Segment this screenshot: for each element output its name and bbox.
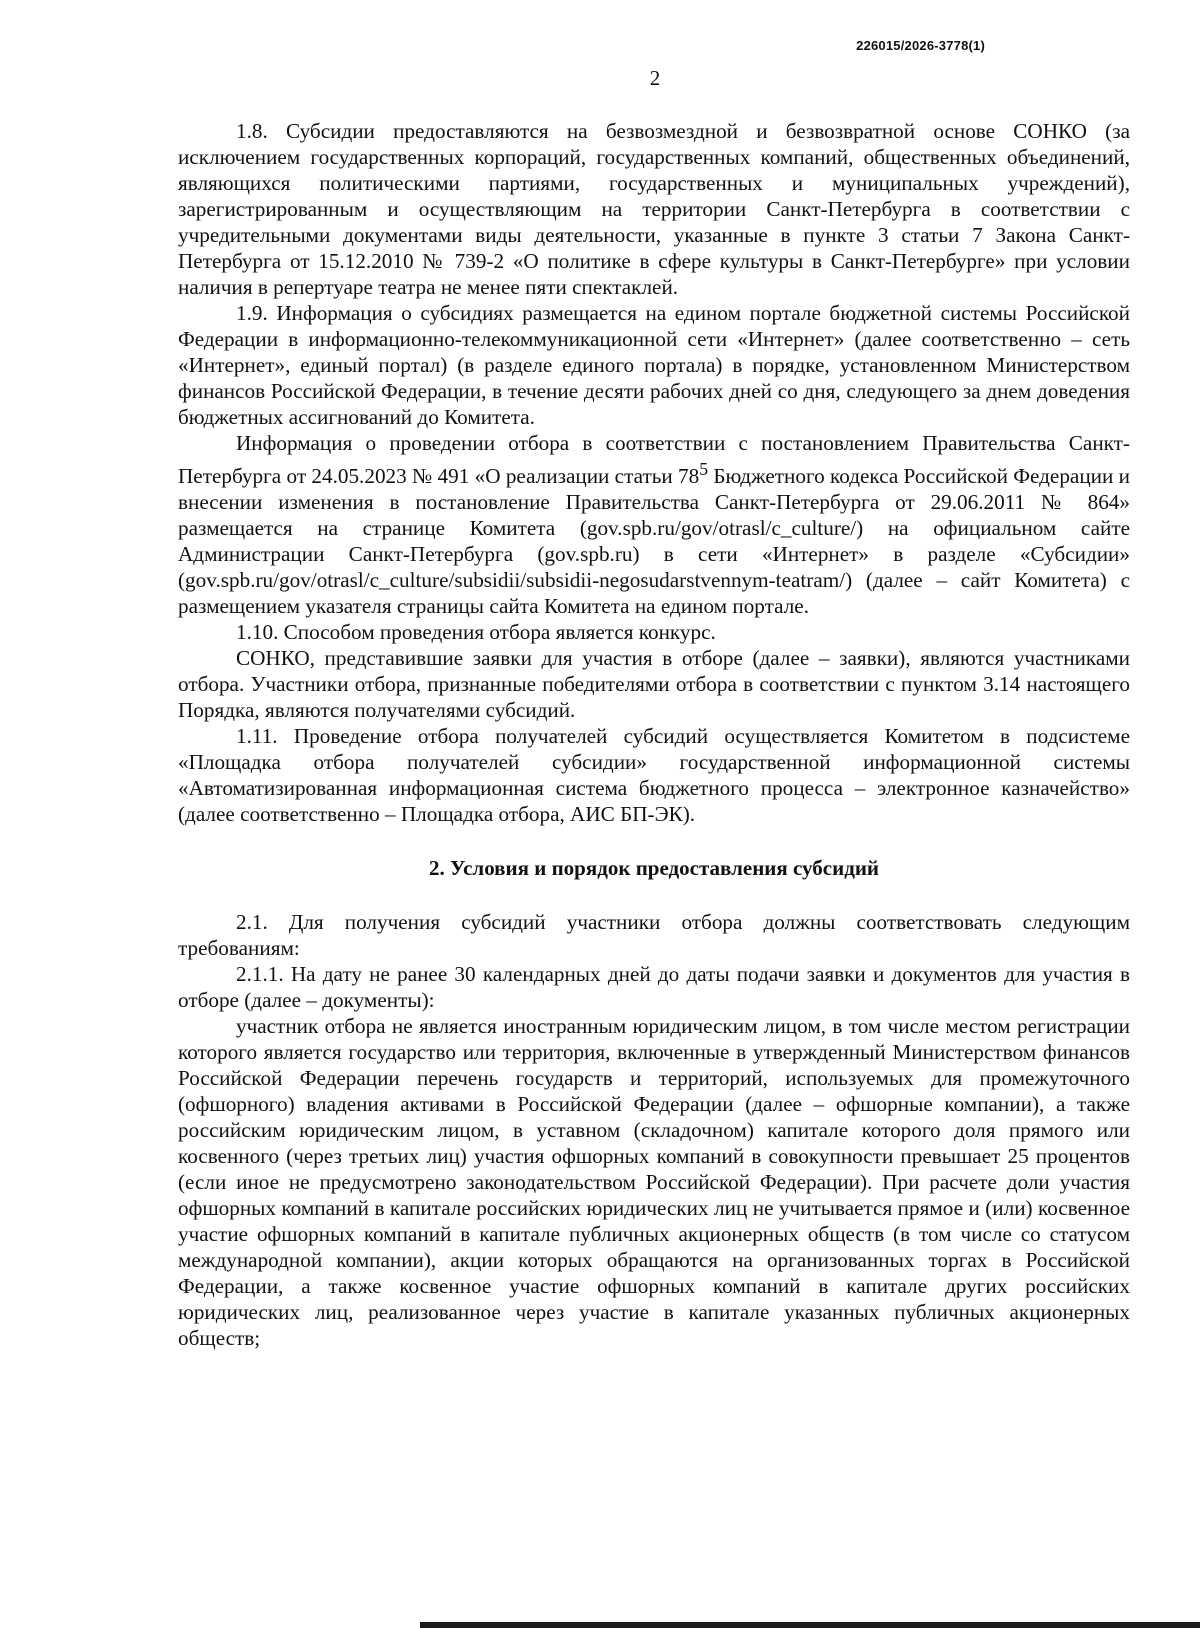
section-2-heading: 2. Условия и порядок предоставления субсидий: [428, 856, 880, 881]
paragraph-offshore-requirement: участник отбора не является иностранным юридическим лицом, в том числе местом регистрации которого является государство или территория, включенные в утвержденный Министерством финансов Российской Федерации перечень государств и территорий, используемых для промежуточного (офшорного) владения активами в Российской Федерации (далее – офшорные компании), а также российским юридическим лицом, в уставном (складочном) капитале которого доля прямого или косвенного (через третьих лиц) участия офшорных компаний в совокупности превышает 25 процентов (если иное не предусмотрено законодательством Российской Федерации). При расчете доли участия офшорных компаний в капитале российских юридических лиц не учитывается прямое и (или) косвенное участие офшорных компаний в капитале публичных акционерных обществ (в том числе со статусом международной компании), акции которых обращаются на организованных торгах в Российской Федерации, а также косвенное участие офшорных компаний в капитале других российских юридических лиц, реализованное через участие в капитале указанных публичных акционерных обществ;: [178, 1014, 1130, 1351]
paragraph-1-9: 1.9. Информация о субсидиях размещается на едином портале бюджетной системы Российской Федерации в информационно-телекоммуникационной сети «Интернет» (далее соответственно – сеть «Интернет», единый портал) (в разделе единого портала) в порядке, установленном Министерством финансов Российской Федерации, в течение десяти рабочих дней со дня, следующего за днем доведения бюджетных ассигнований до Комитета.: [178, 301, 1130, 429]
paragraph-2-1-1: 2.1.1. На дату не ранее 30 календарных дней до даты подачи заявки и документов для участия в отборе (далее – документы):: [178, 962, 1130, 1013]
paragraph-sonko-participants: СОНКО, представившие заявки для участия в отборе (далее – заявки), являются участниками отбора. Участники отбора, признанные победителями отбора в соответствии с пунктом 3.14 настоящего Порядка, являются получателями субсидий.: [178, 646, 1130, 723]
page-number: 2: [649, 66, 661, 90]
document-body: [178, 118, 1130, 1351]
scan-bottom-edge: [420, 1622, 1200, 1628]
selection-info-part-b: Бюджетного кодекса Российской Федерации и внесении изменения в постановление Правительства Санкт-Петербурга от 29.06.2011 № 864» размещается на странице Комитета (gov.spb.ru/gov/otrasl/c_culture/) на официальном сайте Администрации Санкт-Петербурга (gov.spb.ru) в сети «Интернет» в разделе «Субсидии» (gov.spb.ru/gov/otrasl/c_culture/subsidii/subsidii-negosudarstvennym-teatram/) (далее – сайт Комитета) с размещением указателя страницы сайта Комитета на едином портале.: [178, 464, 1130, 619]
article-superscript: 5: [699, 459, 709, 479]
paragraph-1-8: 1.8. Субсидии предоставляются на безвозмездной и безвозвратной основе СОНКО (за исключением государственных корпораций, государственных компаний, общественных объединений, являющихся политическими партиями, государственных и муниципальных учреждений), зарегистрированным и осуществляющим на территории Санкт-Петербурга в соответствии с учредительными документами виды деятельности, указанные в пункте 3 статьи 7 Закона Санкт-Петербурга от 15.12.2010 № 739-2 «О политике в сфере культуры в Санкт-Петербурге» при условии наличия в репертуаре театра не менее пяти спектаклей.: [178, 119, 1130, 299]
document-registration-number: 226015/2026-3778(1): [856, 38, 985, 53]
selection-info-part-a: Информация о проведении отбора в соответствии с постановлением Правительства Санкт-Петербурга от 24.05.2023 № 491 «О реализации статьи 78: [178, 431, 1130, 489]
paragraph-1-11: 1.11. Проведение отбора получателей субсидий осуществляется Комитетом в подсистеме «Площадка отбора получателей субсидии» государственной информационной системы «Автоматизированная информационная система бюджетного процесса – электронное казначейство» (далее соответственно – Площадка отбора, АИС БП-ЭК).: [178, 724, 1130, 827]
paragraph-selection-info: [178, 430, 1130, 619]
paragraph-2-1: 2.1. Для получения субсидий участники отбора должны соответствовать следующим требованиям:: [178, 910, 1130, 961]
paragraph-1-10: 1.10. Способом проведения отбора является конкурс.: [236, 620, 716, 645]
